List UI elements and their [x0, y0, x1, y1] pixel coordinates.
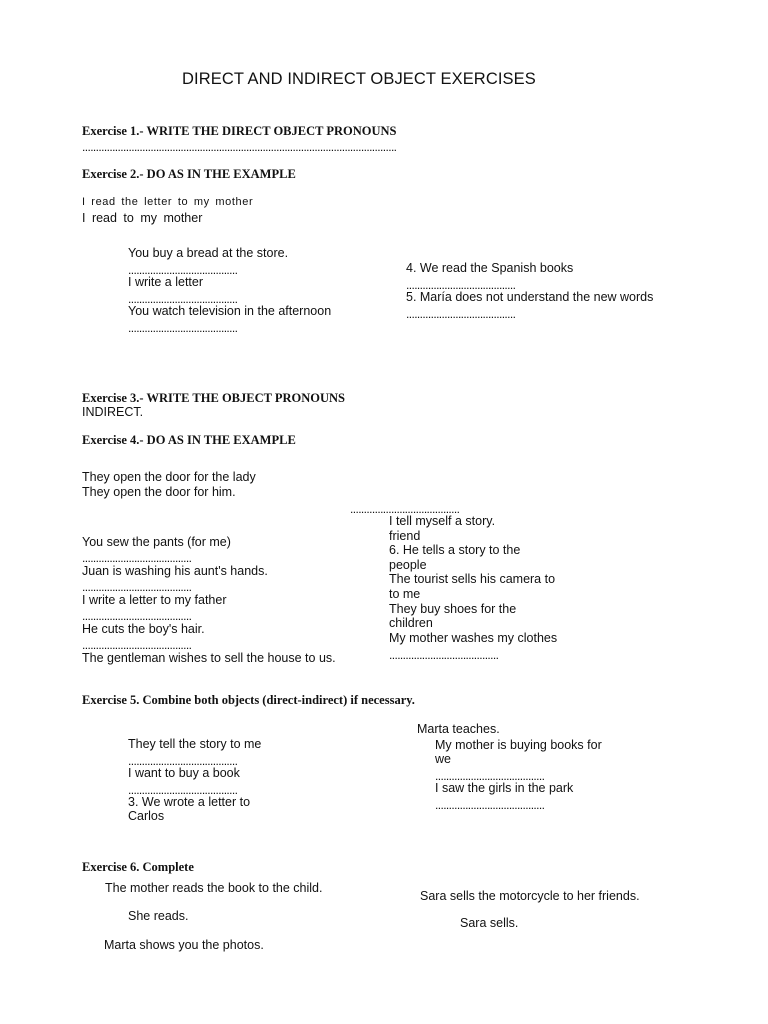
exercise-2-item: I write a letter [128, 275, 204, 289]
exercise-5-heading: Exercise 5. Combine both objects (direct-indirect) if necessary. [82, 693, 415, 707]
exercise-3-heading: Exercise 3.- WRITE THE OBJECT PRONOUNS [82, 391, 345, 405]
exercise-2-blank: ........................................ [128, 321, 238, 335]
exercise-4-blank: ........................................ [82, 551, 192, 565]
exercise-4-right-line: They buy shoes for the [389, 602, 517, 616]
exercise-4-right-line: I tell myself a story. [389, 514, 496, 528]
exercise-1-heading: Exercise 1.- WRITE THE DIRECT OBJECT PRONOUNS [82, 124, 397, 138]
exercise-4-heading: Exercise 4.- DO AS IN THE EXAMPLE [82, 433, 296, 447]
exercise-4-right-line: children [389, 616, 433, 630]
exercise-6-item: Sara sells. [460, 916, 519, 930]
exercise-4-right-line: 6. He tells a story to the [389, 543, 521, 557]
exercise-5-right-line: we [435, 752, 451, 766]
exercise-5-right-line: Marta teaches. [417, 722, 500, 736]
exercise-4-example-answer: They open the door for him. [82, 485, 236, 499]
exercise-6-item: Marta shows you the photos. [104, 938, 264, 952]
exercise-5-item: They tell the story to me [128, 737, 262, 751]
exercise-4-right-line: friend [389, 529, 421, 543]
exercise-2-item: You buy a bread at the store. [128, 246, 289, 260]
exercise-2-heading: Exercise 2.- DO AS IN THE EXAMPLE [82, 167, 296, 181]
exercise-2-item: You watch television in the afternoon [128, 304, 332, 318]
exercise-5-blank: ........................................ [435, 798, 545, 812]
exercise-6-item: The mother reads the book to the child. [105, 881, 323, 895]
exercise-5-item: 3. We wrote a letter to [128, 795, 251, 809]
exercise-2-blank: ........................................ [406, 307, 516, 321]
exercise-4-blank: ........................................ [350, 502, 460, 516]
exercise-4-blank: ........................................ [82, 580, 192, 594]
exercise-2-example-answer: I read to my mother [82, 211, 203, 225]
exercise-5-item: I want to buy a book [128, 766, 240, 780]
exercise-6-item: She reads. [128, 909, 189, 923]
exercise-4-right-line: The tourist sells his camera to [389, 572, 556, 586]
exercise-6-heading: Exercise 6. Complete [82, 860, 194, 874]
exercise-1-answer-line: ................................................................................................................... [82, 140, 397, 154]
exercise-2-blank: ........................................ [406, 278, 516, 292]
exercise-6-item: Sara sells the motorcycle to her friends. [420, 889, 640, 903]
exercise-5-blank: ........................................ [128, 783, 238, 797]
exercise-2-blank: ........................................ [128, 263, 238, 277]
exercise-4-item: The gentleman wishes to sell the house to us. [82, 651, 336, 665]
exercise-3-subheading: INDIRECT. [82, 405, 144, 419]
exercise-4-blank: ........................................ [82, 638, 192, 652]
exercise-5-right-line: My mother is buying books for [435, 738, 602, 752]
exercise-2-item: 4. We read the Spanish books [406, 261, 574, 275]
exercise-4-item: I write a letter to my father [82, 593, 227, 607]
exercise-4-item: You sew the pants (for me) [82, 535, 231, 549]
exercise-5-item: Carlos [128, 809, 165, 823]
exercise-5-blank: ........................................ [128, 754, 238, 768]
exercise-4-item: Juan is washing his aunt's hands. [82, 564, 268, 578]
exercise-4-right-line: to me [389, 587, 421, 601]
exercise-5-blank: ........................................ [435, 769, 545, 783]
exercise-2-example-original: I read the letter to my mother [82, 196, 254, 208]
page-title: DIRECT AND INDIRECT OBJECT EXERCISES [182, 70, 536, 88]
exercise-2-item: 5. María does not understand the new words [406, 290, 654, 304]
exercise-2-blank: ........................................ [128, 292, 238, 306]
exercise-4-item: He cuts the boy's hair. [82, 622, 205, 636]
exercise-4-blank: ........................................ [389, 648, 499, 662]
exercise-4-right-line: people [389, 558, 427, 572]
exercise-4-example-original: They open the door for the lady [82, 470, 256, 484]
exercise-4-blank: ........................................ [82, 609, 192, 623]
exercise-4-right-line: My mother washes my clothes [389, 631, 558, 645]
exercise-5-right-line: I saw the girls in the park [435, 781, 574, 795]
